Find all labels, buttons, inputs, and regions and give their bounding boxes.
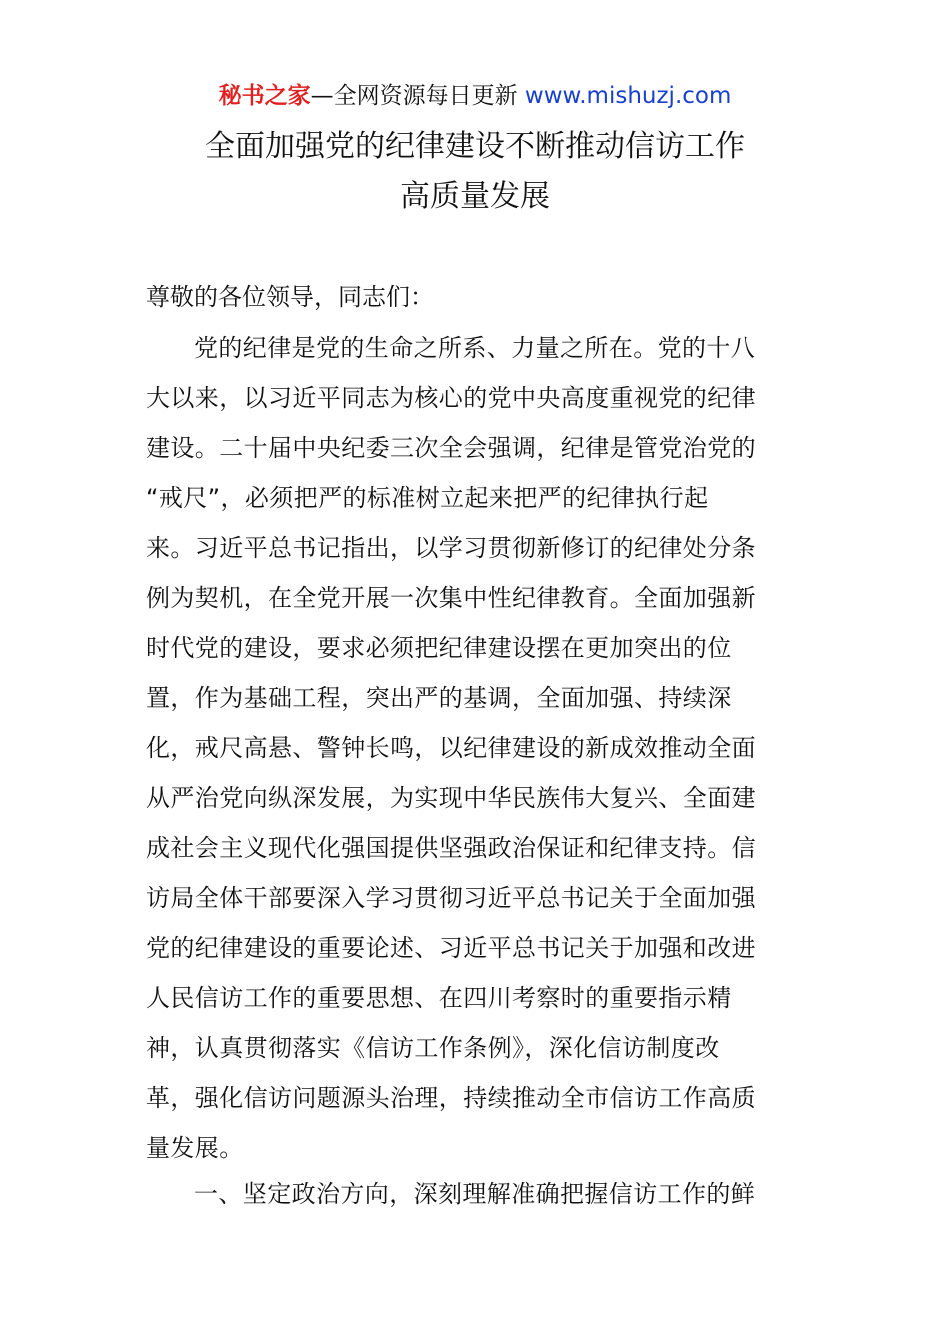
paragraph-line: 建设。二十届中央纪委三次全会强调，纪律是管党治党的 [146, 434, 756, 462]
paragraph-line: 置，作为基础工程，突出严的基调，全面加强、持续深 [146, 684, 732, 712]
paragraph-line: 从严治党向纵深发展，为实现中华民族伟大复兴、全面建 [146, 784, 756, 812]
site-header [0, 80, 950, 112]
paragraph-line: “戒尺”，必须把严的标准树立起来把严的纪律执行起 [146, 484, 709, 512]
paragraph-line: 访局全体干部要深入学习贯彻习近平总书记关于全面加强 [146, 884, 756, 912]
paragraph-line: 党的纪律建设的重要论述、习近平总书记关于加强和改进 [146, 934, 756, 962]
section-heading-line: 一、坚定政治方向，深刻理解准确把握信访工作的鲜 [194, 1180, 756, 1208]
site-url[interactable]: www.mishuzj.com [524, 83, 732, 109]
paragraph-line: 成社会主义现代化强国提供坚强政治保证和纪律支持。信 [146, 834, 756, 862]
section-heading-1 [146, 1169, 808, 1219]
paragraph-line: 神，认真贯彻落实《信访工作条例》，深化信访制度改 [146, 1034, 720, 1062]
paragraph-line: 例为契机，在全党开展一次集中性纪律教育。全面加强新 [146, 584, 756, 612]
paragraph-line: 党的纪律是党的生命之所系、力量之所在。党的十八 [194, 334, 756, 362]
paragraph-line: 化，戒尺高悬、警钟长鸣，以纪律建设的新成效推动全面 [146, 734, 756, 762]
document-title-line-1: 全面加强党的纪律建设不断推动信访工作 [205, 129, 745, 164]
salutation: 尊敬的各位领导，同志们： [146, 283, 434, 311]
paragraph-line: 大以来，以习近平同志为核心的党中央高度重视党的纪律 [146, 384, 756, 412]
paragraph-line: 量发展。 [146, 1134, 244, 1162]
paragraph-line: 人民信访工作的重要思想、在四川考察时的重要指示精 [146, 984, 732, 1012]
brand-name: 秘书之家 [218, 83, 311, 109]
paragraph-line: 来。习近平总书记指出，以学习贯彻新修订的纪律处分条 [146, 534, 756, 562]
document-title-line-2: 高质量发展 [400, 179, 550, 214]
paragraph-line: 革，强化信访问题源头治理，持续推动全市信访工作高质 [146, 1084, 756, 1112]
paragraph-1 [146, 323, 808, 1173]
paragraph-line: 时代党的建设，要求必须把纪律建设摆在更加突出的位 [146, 634, 732, 662]
header-tagline: —全网资源每日更新 [310, 83, 525, 109]
